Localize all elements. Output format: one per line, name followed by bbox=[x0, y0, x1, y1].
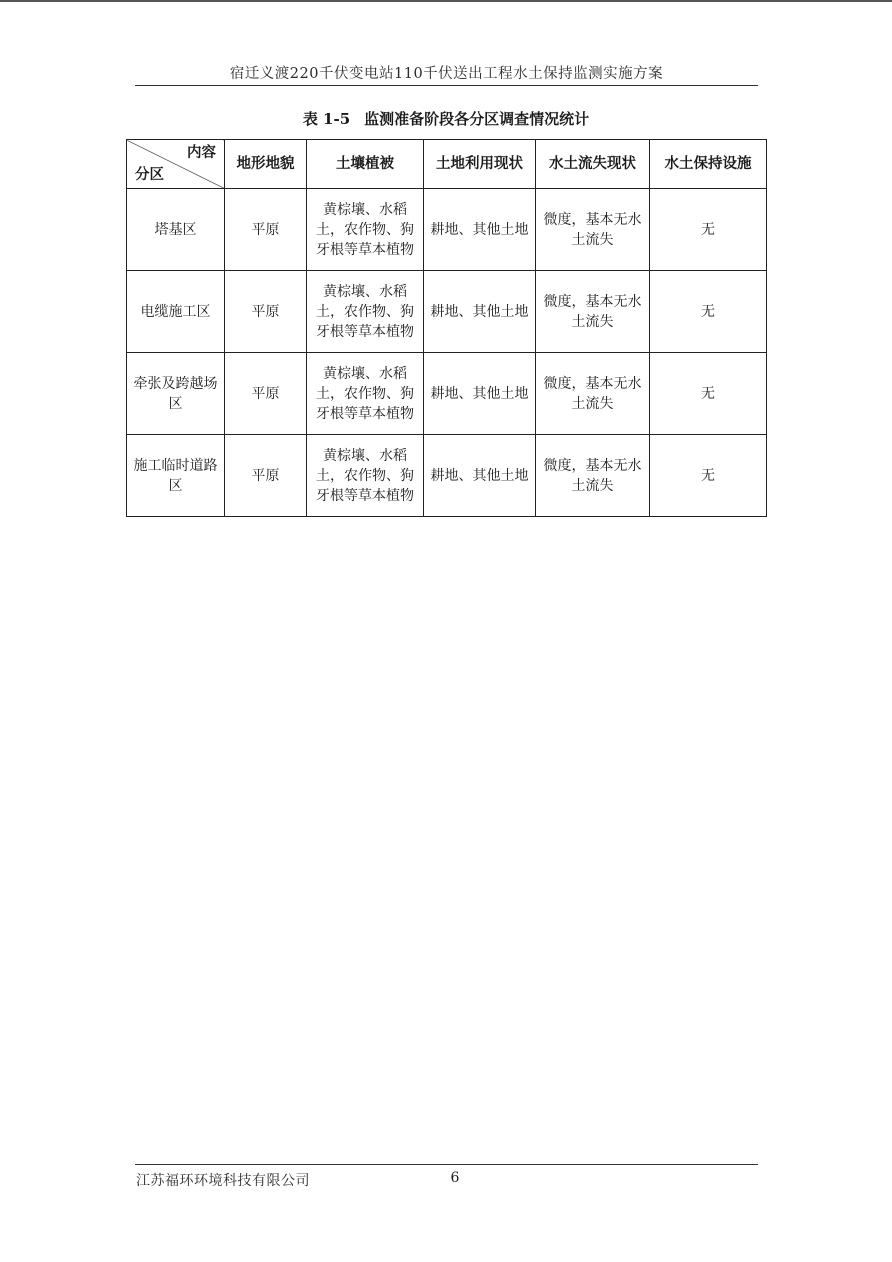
terrain-cell: 平原 bbox=[225, 189, 307, 271]
column-header-facilities: 水土保持设施 bbox=[650, 140, 767, 189]
land-use-cell: 耕地、其他土地 bbox=[424, 435, 536, 517]
footer-company-name: 江苏福环环境科技有限公司 bbox=[136, 1173, 310, 1189]
table-row bbox=[127, 435, 767, 517]
table-header-row bbox=[127, 140, 767, 189]
zone-survey-table bbox=[126, 139, 767, 517]
zone-cell: 施工临时道路区 bbox=[127, 435, 225, 517]
soil-vegetation-cell: 黄棕壤、水稻土，农作物、狗牙根等草本植物 bbox=[307, 271, 424, 353]
erosion-cell: 微度，基本无水土流失 bbox=[536, 435, 650, 517]
terrain-cell: 平原 bbox=[225, 271, 307, 353]
erosion-cell: 微度，基本无水土流失 bbox=[536, 271, 650, 353]
corner-header-content-label: 内容 bbox=[187, 144, 216, 161]
erosion-cell: 微度，基本无水土流失 bbox=[536, 353, 650, 435]
footer-divider bbox=[135, 1164, 758, 1165]
facilities-cell: 无 bbox=[650, 435, 767, 517]
land-use-cell: 耕地、其他土地 bbox=[424, 353, 536, 435]
land-use-cell: 耕地、其他土地 bbox=[424, 271, 536, 353]
table-caption bbox=[126, 108, 766, 129]
table-row bbox=[127, 353, 767, 435]
page-top-edge bbox=[0, 0, 892, 2]
soil-vegetation-cell: 黄棕壤、水稻土，农作物、狗牙根等草本植物 bbox=[307, 353, 424, 435]
facilities-cell: 无 bbox=[650, 189, 767, 271]
facilities-cell: 无 bbox=[650, 353, 767, 435]
land-use-cell: 耕地、其他土地 bbox=[424, 189, 536, 271]
document-header-title: 宿迁义渡220千伏变电站110千伏送出工程水土保持监测实施方案 bbox=[229, 66, 664, 82]
footer-page-number: 6 bbox=[450, 1170, 460, 1186]
table-caption-number: 表 1-5 bbox=[302, 110, 351, 128]
column-header-soil-vegetation: 土壤植被 bbox=[307, 140, 424, 189]
terrain-cell: 平原 bbox=[225, 353, 307, 435]
column-header-land-use: 土地利用现状 bbox=[424, 140, 536, 189]
column-header-terrain: 地形地貌 bbox=[225, 140, 307, 189]
terrain-cell: 平原 bbox=[225, 435, 307, 517]
erosion-cell: 微度，基本无水土流失 bbox=[536, 189, 650, 271]
table-caption-title: 监测准备阶段各分区调查情况统计 bbox=[364, 110, 590, 128]
zone-cell: 电缆施工区 bbox=[127, 271, 225, 353]
soil-vegetation-cell: 黄棕壤、水稻土，农作物、狗牙根等草本植物 bbox=[307, 435, 424, 517]
facilities-cell: 无 bbox=[650, 271, 767, 353]
zone-cell: 塔基区 bbox=[127, 189, 225, 271]
corner-header-cell bbox=[127, 140, 225, 189]
corner-header-zone-label: 分区 bbox=[135, 166, 164, 183]
soil-vegetation-cell: 黄棕壤、水稻土，农作物、狗牙根等草本植物 bbox=[307, 189, 424, 271]
zone-cell: 牵张及跨越场区 bbox=[127, 353, 225, 435]
column-header-erosion: 水土流失现状 bbox=[536, 140, 650, 189]
header-divider bbox=[135, 85, 758, 86]
table-row bbox=[127, 189, 767, 271]
table-row bbox=[127, 271, 767, 353]
